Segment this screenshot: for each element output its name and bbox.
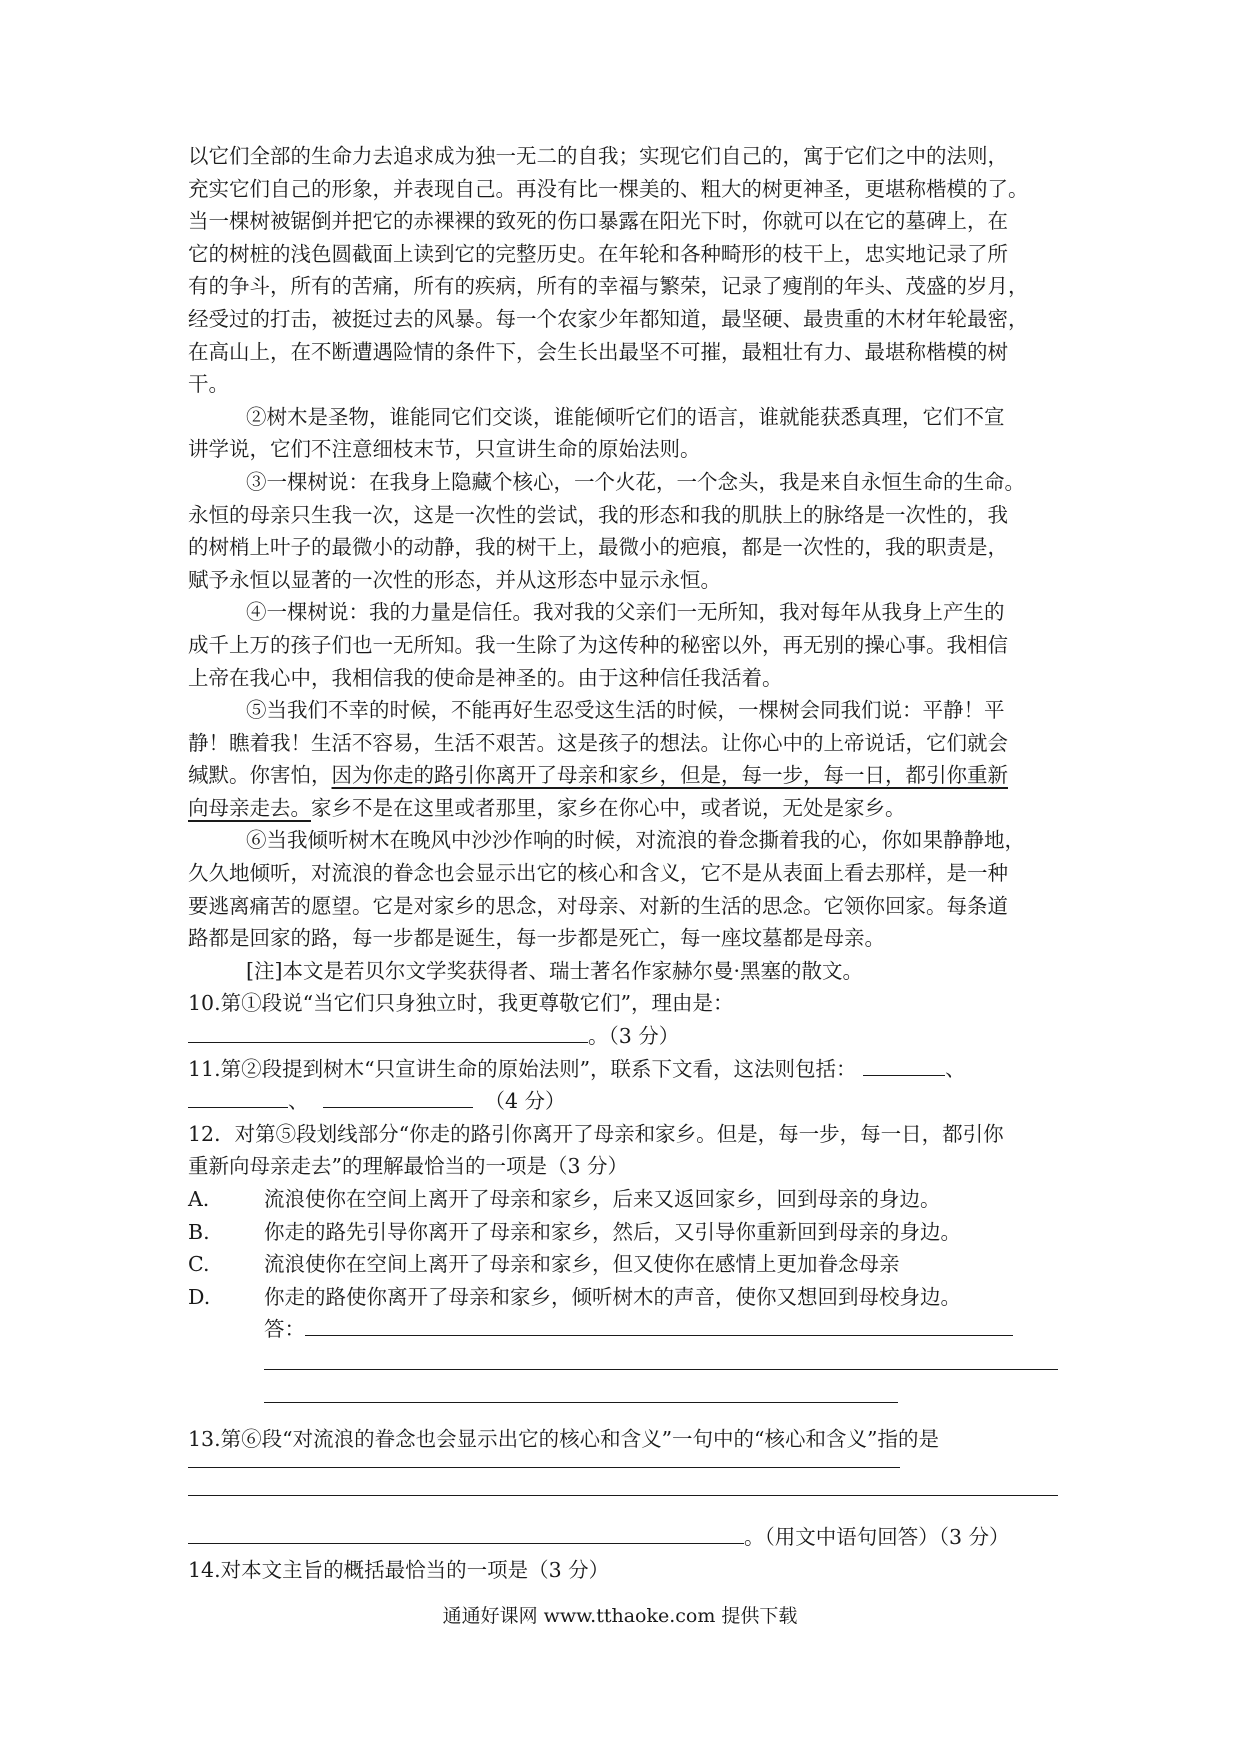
text-line [188,759,1058,792]
text-line: 以它们全部的生命力去追求成为独一无二的自我；实现它们自己的，寓于它们之中的法则， [188,144,1008,168]
option-letter: A. [188,1187,210,1211]
paragraph-4 [188,596,1058,694]
text-line: 路都是回家的路，每一步都是诞生，每一步都是死亡，每一座坟墓都是母亲。 [188,926,885,951]
text-line: 要逃离痛苦的愿望。它是对家乡的思念，对母亲、对新的生活的思念。它领你回家。每条道 [188,893,1008,918]
option-text: 流浪使你在空间上离开了母亲和家乡，后来又返回家乡，回到母亲的身边。 [264,1187,941,1211]
question-10-answer-line [188,1020,1058,1053]
text-segment: 缄默。你害怕， [188,763,332,788]
separator: 、 [945,1056,966,1081]
answer-blank[interactable] [323,1085,473,1108]
text-line: 在高山上，在不断遭遇险情的条件下，会生长出最坚不可摧，最粗壮有力、最堪称楷模的树 [188,339,1008,364]
answer-line-row [188,1379,1058,1412]
question-12: 12．对第⑤段划线部分“你走的路引你离开了母亲和家乡。但是，每一步，每一日，都引你 [188,1121,1004,1146]
text-line: 经受过的打击，被挺过去的风暴。每一个农家少年都知道，最坚硬、最贵重的木材年轮最密， [188,306,1029,331]
text-line [188,792,1058,825]
text-line: ②树木是圣物，谁能同它们交谈，谁能倾听它们的语言，谁就能获悉真理，它们不宣 [246,404,1005,429]
text-line: 当一棵树被锯倒并把它的赤裸裸的致死的伤口暴露在阳光下时，你就可以在它的墓碑上，在 [188,209,1008,234]
exam-page [188,140,1058,1586]
text-line: 充实它们自己的形象，并表现自己。再没有比一棵美的、粗大的树更神圣，更堪称楷模的了。 [188,176,1029,201]
option-b[interactable] [188,1216,1058,1249]
answer-blank[interactable] [188,1085,288,1108]
separator: 、 [288,1089,309,1114]
question-score: （4 分） [484,1089,566,1114]
text-line: ⑥当我倾听树木在晚风中沙沙作响的时候，对流浪的眷念撕着我的心，你如果静静地， [246,828,1025,853]
question-text: 11.第②段提到树木“只宣讲生命的原始法则”，联系下文看，这法则包括： [188,1056,857,1081]
text-line: 成千上万的孩子们也一无所知。我一生除了为这传种的秘密以外，再无别的操心事。我相信 [188,632,1008,657]
answer-label: 答： [264,1317,305,1342]
answer-line-row [188,1346,1058,1379]
question-score: 。（3 分） [588,1024,680,1049]
underlined-sentence: 因为你走的路引你离开了母亲和家乡，但是，每一步，每一日，都引你重新 [331,763,1008,788]
answer-blank[interactable] [863,1053,945,1076]
answer-row [188,1313,1058,1346]
answer-line[interactable] [188,1466,900,1468]
option-letter: C. [188,1252,210,1277]
answer-line-row [188,1488,1058,1521]
text-line: 上帝在我心中，我相信我的使命是神圣的。由于这种信任我活着。 [188,665,783,690]
question-10: 10.第①段说“当它们只身独立时，我更尊敬它们”，理由是： [188,991,734,1016]
option-text: 流浪使你在空间上离开了母亲和家乡，但又使你在感情上更加眷念母亲 [264,1252,900,1277]
answer-blank[interactable] [188,1521,744,1544]
text-line: 干。 [188,372,229,397]
option-text: 你走的路先引导你离开了母亲和家乡，然后，又引导你重新回到母亲的身边。 [264,1219,961,1244]
answer-line-row [188,1456,1058,1489]
footer-credit: 通通好课网 www.tthaoke.com 提供下载 [442,1605,798,1627]
answer-blank[interactable] [188,1020,588,1043]
text-line: 它的树桩的浅色圆截面上读到它的完整历史。在年轮和各种畸形的枝干上，忠实地记录了所 [188,241,1008,266]
paragraph-6 [188,824,1058,954]
question-score: 。（用文中语句回答）（3 分） [744,1524,1010,1549]
paragraph-5 [188,694,1058,824]
answer-blank[interactable] [305,1313,1013,1336]
author-note: [注]本文是若贝尔文学奖获得者、瑞士著名作家赫尔曼·黑塞的散文。 [246,958,864,983]
text-line: 久久地倾听，对流浪的眷念也会显示出它的核心和含义，它不是从表面上看去那样，是一种 [188,861,1008,886]
paragraph-1 [188,140,1058,401]
option-c[interactable] [188,1248,1058,1281]
text-line: ③一棵树说：在我身上隐藏个核心，一个火花，一个念头，我是来自永恒生命的生命。 [246,469,1025,494]
option-a[interactable] [188,1183,1058,1216]
text-line: 永恒的母亲只生我一次，这是一次性的尝试，我的形态和我的肌肤上的脉络是一次性的，我 [188,502,1008,527]
option-d[interactable] [188,1281,1058,1314]
option-text: 你走的路使你离开了母亲和家乡，倾听树木的声音，使你又想回到母校身边。 [264,1284,961,1309]
paragraph-3 [188,466,1058,596]
text-line: 有的争斗，所有的苦痛，所有的疾病，所有的幸福与繁荣，记录了瘦削的年头、茂盛的岁月， [188,274,1029,299]
text-line: 讲学说，它们不注意细枝末节，只宣讲生命的原始法则。 [188,437,701,462]
text-line: 的树梢上叶子的最微小的动静，我的树干上，最微小的疤痕，都是一次性的，我的职责是， [188,535,1008,560]
text-line: 静！瞧着我！生活不容易，生活不艰苦。这是孩子的想法。让你心中的上帝说话，它们就会 [188,730,1008,755]
answer-line[interactable] [188,1494,1058,1496]
question-14: 14.对本文主旨的概括最恰当的一项是（3 分） [188,1557,610,1582]
answer-line[interactable] [264,1368,1058,1370]
question-13: 13.第⑥段“对流浪的眷念也会显示出它的核心和含义”一句中的“核心和含义”指的是 [188,1427,940,1452]
option-letter: B. [188,1219,210,1244]
underlined-sentence: 向母亲走去。 [188,795,311,820]
question-11 [188,1053,1058,1086]
question-12-cont: 重新向母亲走去”的理解最恰当的一项是（3 分） [188,1154,629,1179]
text-line: 赋予永恒以显著的一次性的形态，并从这形态中显示永恒。 [188,567,721,592]
paragraph-2 [188,401,1058,466]
question-13-answer-line [188,1521,1058,1554]
answer-line[interactable] [264,1401,898,1403]
text-line: ⑤当我们不幸的时候，不能再好生忍受这生活的时候，一棵树会同我们说：平静！平 [246,698,1005,723]
option-letter: D. [188,1284,211,1309]
text-segment: 家乡不是在这里或者那里，家乡在你心中，或者说，无处是家乡。 [311,795,906,820]
text-line: ④一棵树说：我的力量是信任。我对我的父亲们一无所知，我对每年从我身上产生的 [246,600,1005,625]
question-11-answer-line [188,1085,1058,1118]
